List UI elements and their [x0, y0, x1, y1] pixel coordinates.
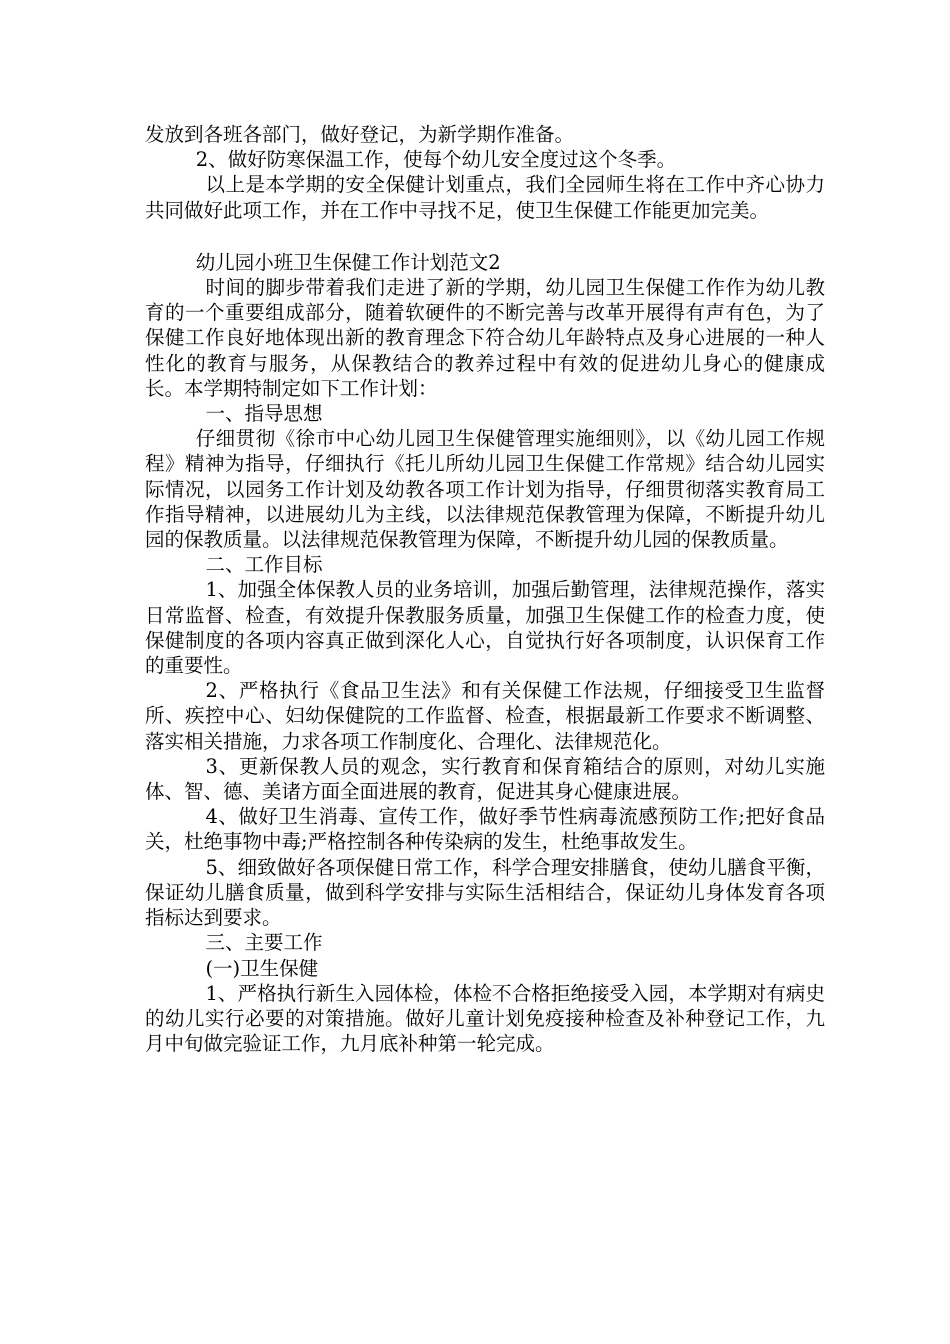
paragraph-item: 2、严格执行《食品卫生法》和有关保健工作法规，仔细接受卫生监督所、疾控中心、妇幼保健院的工作监督、检查，根据最新工作要求不断调整、落实相关措施，力求各项工作制度化、合理化、法律规范化。 [145, 679, 825, 753]
paragraph-item: 1、严格执行新生入园体检，体检不合格拒绝接受入园，本学期对有病史的幼儿实行必要的对策措施。做好儿童计划免疫接种检查及补种登记工作，九月中旬做完验证工作，九月底补种第一轮完成。 [145, 981, 825, 1056]
paragraph-summary: 以上是本学期的安全保健计划重点，我们全园师生将在工作中齐心协力共同做好此项工作，并在工作中寻找不足，使卫生保健工作能更加完美。 [145, 173, 825, 222]
paragraph-gap [145, 223, 825, 250]
paragraph-item: 3、更新保教人员的观念，实行教育和保育箱结合的原则，对幼儿实施体、智、德、美诸方面全面进展的教育，促进其身心健康进展。 [145, 754, 825, 804]
subsection-heading: (一)卫生保健 [205, 956, 319, 980]
paragraph-item: 4、做好卫生消毒、宣传工作，做好季节性病毒流感预防工作;把好食品关，杜绝事物中毒;严格控制各种传染病的发生，杜绝事故发生。 [145, 805, 825, 854]
paragraph-intro: 时间的脚步带着我们走进了新的学期，幼儿园卫生保健工作作为幼儿教育的一个重要组成部分，随着软硬件的不断完善与改革开展得有声有色，为了保健工作良好地体现出新的教育理念下符合幼儿年龄特点及身心进展的一种人性化的教育与服务，从保教结合的教养过程中有效的促进幼儿身心的健康成长。本学期特制定如下工作计划： [145, 276, 825, 400]
paragraph-item: 1、加强全体保教人员的业务培训，加强后勤管理，法律规范操作，落实日常监督、检查，有效提升保教服务质量，加强卫生保健工作的检查力度，使保健制度的各项内容真正做到深化人心，自觉执行好各项制度，认识保育工作的重要性。 [145, 578, 825, 678]
paragraph-continuation: 发放到各班各部门，做好登记，为新学期作准备。 [145, 123, 575, 146]
document-body [145, 122, 825, 1056]
section-heading: 二、工作目标 [205, 553, 323, 577]
paragraph-item: 5、细致做好各项保健日常工作，科学合理安排膳食，使幼儿膳食平衡，保证幼儿膳食质量，做到科学安排与实际生活相结合，保证幼儿身体发育各项指标达到要求。 [145, 855, 825, 930]
section-heading: 三、主要工作 [205, 931, 323, 955]
paragraph-guiding: 仔细贯彻《徐市中心幼儿园卫生保健管理实施细则》，以《幼儿园工作规程》精神为指导，仔细执行《托儿所幼儿园卫生保健工作常规》结合幼儿园实际情况，以园务工作计划及幼教各项工作计划为指导，仔细贯彻落实教育局工作指导精神，以进展幼儿为主线，以法律规范保教管理为保障，不断提升幼儿园的保教质量。以法律规范保教管理为保障，不断提升幼儿园的保教质量。 [145, 427, 825, 552]
section-title: 幼儿园小班卫生保健工作计划范文2 [195, 250, 501, 274]
paragraph-item: 2、做好防寒保温工作，使每个幼儿安全度过这个冬季。 [195, 148, 677, 172]
section-heading: 一、指导思想 [205, 402, 323, 426]
